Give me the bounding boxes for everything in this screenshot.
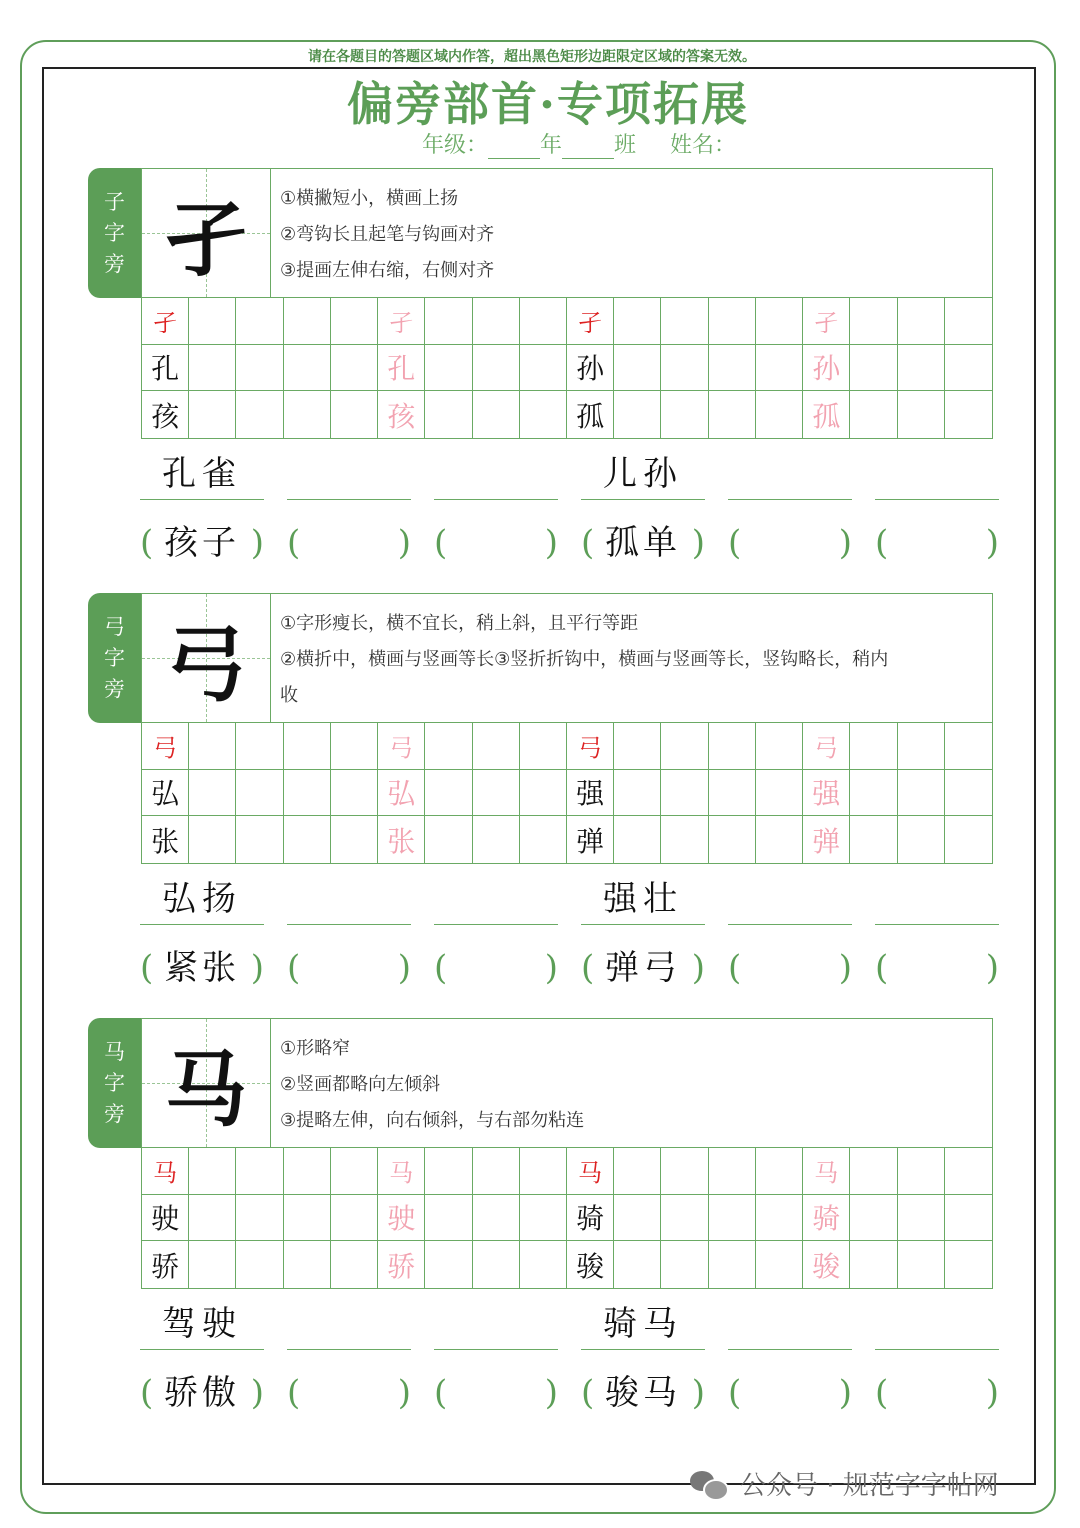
open-paren: ( [287, 523, 301, 563]
practice-cell[interactable] [709, 1195, 756, 1242]
practice-cell[interactable] [473, 770, 520, 817]
practice-cell[interactable] [473, 1195, 520, 1242]
open-paren: ( [140, 948, 154, 988]
practice-cell[interactable] [756, 1148, 803, 1195]
paren-word-slot[interactable] [581, 943, 705, 993]
practice-cell[interactable] [614, 391, 661, 438]
practice-cell[interactable] [189, 1195, 236, 1242]
practice-cell[interactable] [284, 1241, 331, 1288]
model-char-cell: 骑 [803, 1195, 850, 1242]
open-paren: ( [140, 523, 154, 563]
close-paren: ) [691, 948, 705, 988]
practice-cell[interactable] [614, 816, 661, 863]
practice-cell[interactable] [661, 298, 708, 345]
tip-line: 收 [280, 685, 298, 706]
practice-cell[interactable] [709, 723, 756, 770]
word-slot[interactable]: 弘扬 [140, 877, 264, 925]
stroke-tips [270, 168, 993, 298]
tip-line: ②横折中，横画与竖画等长③竖折折钩中，横画与竖画等长，竖钩略长，稍内 [280, 649, 889, 670]
radical-demo-box [141, 593, 271, 723]
practice-cell[interactable] [284, 723, 331, 770]
open-paren: ( [875, 948, 889, 988]
paren-word: 孩子 [164, 523, 240, 563]
practice-cell[interactable] [520, 1148, 567, 1195]
model-char-cell: 驶 [142, 1195, 189, 1242]
practice-cell[interactable] [709, 770, 756, 817]
practice-cell[interactable] [661, 1241, 708, 1288]
practice-cell[interactable] [661, 391, 708, 438]
section-tab-char: 字 [104, 645, 125, 670]
tip-line: ②竖画都略向左倾斜 [280, 1074, 441, 1095]
model-char-cell: 孩 [142, 391, 189, 438]
practice-cell[interactable] [614, 298, 661, 345]
practice-cell[interactable] [425, 391, 472, 438]
section-tab-char: 旁 [104, 1101, 125, 1126]
practice-cell[interactable] [425, 770, 472, 817]
practice-cell[interactable] [756, 345, 803, 392]
practice-cell[interactable] [709, 391, 756, 438]
open-paren: ( [581, 948, 595, 988]
footer-watermark [690, 1465, 999, 1502]
practice-cell[interactable] [331, 345, 378, 392]
section-tab-char: 字 [104, 1070, 125, 1095]
close-paren: ) [985, 948, 999, 988]
practice-cell[interactable] [756, 298, 803, 345]
practice-cell[interactable] [331, 723, 378, 770]
practice-cell[interactable] [898, 298, 945, 345]
paren-word-slot[interactable] [287, 943, 411, 993]
paren-word-slot[interactable] [434, 943, 558, 993]
paren-word: 弹弓 [605, 948, 681, 988]
model-char-cell: 孑 [142, 298, 189, 345]
practice-cell[interactable] [473, 298, 520, 345]
word-slot[interactable] [434, 1302, 558, 1350]
practice-cell[interactable] [850, 298, 897, 345]
practice-cell[interactable] [898, 723, 945, 770]
section-tab [88, 593, 141, 723]
footer-text: 公众号 · 规范字字帖网 [740, 1471, 999, 1501]
open-paren: ( [581, 523, 595, 563]
practice-cell[interactable] [425, 1241, 472, 1288]
model-char-cell: 骏 [803, 1241, 850, 1288]
stroke-tips [270, 593, 993, 723]
practice-cell[interactable] [520, 723, 567, 770]
close-paren: ) [544, 523, 558, 563]
section-tab [88, 1018, 141, 1148]
word-slot[interactable] [875, 1302, 999, 1350]
practice-cell[interactable] [850, 723, 897, 770]
open-paren: ( [287, 1373, 301, 1413]
section-tab-char: 旁 [104, 251, 125, 276]
practice-cell[interactable] [850, 816, 897, 863]
practice-cell[interactable] [284, 770, 331, 817]
model-char-cell: 骄 [142, 1241, 189, 1288]
open-paren: ( [875, 1373, 889, 1413]
practice-cell[interactable] [898, 1148, 945, 1195]
radical-glyph: 孑 [164, 191, 247, 288]
practice-cell[interactable] [331, 1195, 378, 1242]
practice-cell[interactable] [520, 816, 567, 863]
close-paren: ) [250, 1373, 264, 1413]
word-slot[interactable]: 驾驶 [140, 1302, 264, 1350]
close-paren: ) [544, 948, 558, 988]
model-char-cell: 马 [142, 1148, 189, 1195]
practice-cell[interactable] [614, 345, 661, 392]
paren-word-slot[interactable] [140, 1368, 264, 1418]
practice-cell[interactable] [284, 391, 331, 438]
paren-word: 骄傲 [164, 1373, 240, 1413]
paren-word-slot[interactable] [875, 518, 999, 568]
paren-word: 紧张 [164, 948, 240, 988]
word-slot[interactable] [287, 452, 411, 500]
model-char-cell: 马 [567, 1148, 614, 1195]
paren-word-slot[interactable] [287, 518, 411, 568]
practice-cell[interactable] [425, 723, 472, 770]
paren-word-slot[interactable] [728, 1368, 852, 1418]
paren-word-slot[interactable] [875, 1368, 999, 1418]
practice-cell[interactable] [614, 1195, 661, 1242]
practice-cell[interactable] [850, 345, 897, 392]
practice-cell[interactable] [945, 723, 992, 770]
practice-cell[interactable] [284, 298, 331, 345]
paren-word-slot[interactable] [728, 518, 852, 568]
radical-demo-box [141, 1018, 271, 1148]
name-label: 姓名： [670, 133, 737, 158]
practice-cell[interactable] [236, 1148, 283, 1195]
practice-cell[interactable] [189, 391, 236, 438]
section-tab-char: 马 [104, 1039, 125, 1064]
practice-cell[interactable] [189, 723, 236, 770]
practice-cell[interactable] [425, 816, 472, 863]
model-char-cell: 孙 [567, 345, 614, 392]
practice-cell[interactable] [945, 345, 992, 392]
practice-cell[interactable] [898, 391, 945, 438]
practice-cell[interactable] [331, 391, 378, 438]
practice-cell[interactable] [331, 1241, 378, 1288]
practice-cell[interactable] [473, 391, 520, 438]
paren-word-slot[interactable] [434, 1368, 558, 1418]
year-label: 年 [540, 133, 563, 158]
class-label: 班 [614, 133, 637, 158]
model-char-cell: 孤 [567, 391, 614, 438]
radical-glyph: 弓 [164, 616, 247, 713]
practice-cell[interactable] [614, 723, 661, 770]
practice-cell[interactable] [945, 816, 992, 863]
open-paren: ( [728, 1373, 742, 1413]
close-paren: ) [691, 523, 705, 563]
practice-cell[interactable] [709, 816, 756, 863]
model-char-cell: 孑 [378, 298, 425, 345]
word-slot[interactable] [434, 452, 558, 500]
practice-cell[interactable] [189, 345, 236, 392]
practice-cell[interactable] [850, 1148, 897, 1195]
practice-cell[interactable] [520, 391, 567, 438]
practice-cell[interactable] [756, 1195, 803, 1242]
open-paren: ( [287, 948, 301, 988]
practice-cell[interactable] [189, 1241, 236, 1288]
tip-line: ③提略左伸，向右倾斜，与右部勿粘连 [280, 1110, 585, 1131]
practice-cell[interactable] [709, 1241, 756, 1288]
practice-cell[interactable] [898, 770, 945, 817]
practice-cell[interactable] [236, 723, 283, 770]
practice-cell[interactable] [945, 1148, 992, 1195]
section-tab-char: 弓 [104, 614, 125, 639]
close-paren: ) [985, 1373, 999, 1413]
model-char-cell: 孙 [803, 345, 850, 392]
word-slot[interactable] [728, 1302, 852, 1350]
close-paren: ) [397, 948, 411, 988]
paren-word-slot[interactable] [287, 1368, 411, 1418]
section-tab [88, 168, 141, 298]
word-slot[interactable] [434, 877, 558, 925]
practice-cell[interactable] [425, 345, 472, 392]
practice-cell[interactable] [709, 345, 756, 392]
practice-cell[interactable] [236, 816, 283, 863]
practice-cell[interactable] [945, 1195, 992, 1242]
model-char-cell: 马 [378, 1148, 425, 1195]
word-slot[interactable]: 强壮 [581, 877, 705, 925]
practice-cell[interactable] [236, 298, 283, 345]
practice-grid [141, 722, 993, 864]
practice-cell[interactable] [284, 1195, 331, 1242]
practice-cell[interactable] [756, 770, 803, 817]
tip-line: ①字形瘦长，横不宜长，稍上斜，且平行等距 [280, 613, 639, 634]
practice-cell[interactable] [284, 345, 331, 392]
model-char-cell: 弓 [378, 723, 425, 770]
model-char-cell: 弘 [378, 770, 425, 817]
practice-cell[interactable] [189, 816, 236, 863]
practice-cell[interactable] [898, 345, 945, 392]
model-char-cell: 弓 [803, 723, 850, 770]
close-paren: ) [397, 1373, 411, 1413]
wechat-icon [690, 1469, 728, 1499]
practice-cell[interactable] [850, 391, 897, 438]
paren-word-slot[interactable] [581, 1368, 705, 1418]
practice-grid [141, 1147, 993, 1289]
year-blank[interactable] [488, 140, 540, 159]
model-char-cell: 孑 [803, 298, 850, 345]
model-char-cell: 驶 [378, 1195, 425, 1242]
practice-cell[interactable] [473, 345, 520, 392]
section-tab-char: 字 [104, 220, 125, 245]
model-char-cell: 孔 [142, 345, 189, 392]
practice-cell[interactable] [284, 1148, 331, 1195]
practice-cell[interactable] [520, 345, 567, 392]
practice-cell[interactable] [661, 816, 708, 863]
open-paren: ( [434, 948, 448, 988]
practice-cell[interactable] [331, 770, 378, 817]
student-info [422, 128, 736, 159]
practice-cell[interactable] [284, 816, 331, 863]
close-paren: ) [838, 1373, 852, 1413]
close-paren: ) [838, 948, 852, 988]
paren-word-slot[interactable] [434, 518, 558, 568]
word-slot[interactable]: 儿孙 [581, 452, 705, 500]
tip-line: ①形略窄 [280, 1038, 351, 1059]
open-paren: ( [434, 523, 448, 563]
word-slot[interactable] [728, 877, 852, 925]
open-paren: ( [581, 1373, 595, 1413]
section-tab-char: 子 [104, 189, 125, 214]
practice-cell[interactable] [236, 1195, 283, 1242]
model-char-cell: 孤 [803, 391, 850, 438]
practice-cell[interactable] [614, 1148, 661, 1195]
practice-cell[interactable] [850, 1241, 897, 1288]
open-paren: ( [728, 523, 742, 563]
close-paren: ) [250, 948, 264, 988]
practice-cell[interactable] [189, 1148, 236, 1195]
practice-cell[interactable] [473, 816, 520, 863]
grade-label: 年级： [422, 133, 489, 158]
practice-cell[interactable] [756, 391, 803, 438]
radical-demo-box [141, 168, 271, 298]
practice-cell[interactable] [189, 770, 236, 817]
radical-glyph: 马 [164, 1041, 247, 1138]
class-blank[interactable] [562, 140, 614, 159]
practice-cell[interactable] [614, 1241, 661, 1288]
practice-cell[interactable] [945, 298, 992, 345]
practice-cell[interactable] [850, 770, 897, 817]
practice-cell[interactable] [473, 1148, 520, 1195]
word-slot[interactable]: 骑马 [581, 1302, 705, 1350]
practice-cell[interactable] [520, 1241, 567, 1288]
word-slot[interactable] [875, 877, 999, 925]
practice-cell[interactable] [898, 1195, 945, 1242]
practice-cell[interactable] [661, 1195, 708, 1242]
model-char-cell: 弘 [142, 770, 189, 817]
word-slot[interactable] [875, 452, 999, 500]
practice-cell[interactable] [425, 1148, 472, 1195]
model-char-cell: 孩 [378, 391, 425, 438]
practice-grid [141, 297, 993, 439]
close-paren: ) [691, 1373, 705, 1413]
open-paren: ( [434, 1373, 448, 1413]
model-char-cell: 骄 [378, 1241, 425, 1288]
practice-cell[interactable] [236, 345, 283, 392]
practice-cell[interactable] [189, 298, 236, 345]
practice-cell[interactable] [945, 391, 992, 438]
model-char-cell: 强 [803, 770, 850, 817]
paren-word-slot[interactable] [140, 943, 264, 993]
model-char-cell: 孔 [378, 345, 425, 392]
practice-cell[interactable] [661, 770, 708, 817]
model-char-cell: 弹 [803, 816, 850, 863]
paren-word: 骏马 [605, 1373, 681, 1413]
paren-word-slot[interactable] [581, 518, 705, 568]
word-slot[interactable] [728, 452, 852, 500]
practice-cell[interactable] [425, 298, 472, 345]
tip-line: ①横撇短小，横画上扬 [280, 188, 459, 209]
practice-cell[interactable] [709, 298, 756, 345]
notice-text: 请在各题目的答题区域内作答，超出黑色矩形边距限定区域的答案无效。 [308, 49, 756, 65]
practice-cell[interactable] [945, 770, 992, 817]
model-char-cell: 弹 [567, 816, 614, 863]
open-paren: ( [875, 523, 889, 563]
close-paren: ) [838, 523, 852, 563]
close-paren: ) [250, 523, 264, 563]
practice-cell[interactable] [236, 770, 283, 817]
paren-word: 孤单 [605, 523, 681, 563]
model-char-cell: 马 [803, 1148, 850, 1195]
practice-cell[interactable] [850, 1195, 897, 1242]
page-title: 偏旁部首·专项拓展 [346, 77, 749, 131]
practice-cell[interactable] [661, 723, 708, 770]
practice-cell[interactable] [661, 345, 708, 392]
practice-cell[interactable] [898, 1241, 945, 1288]
stroke-tips [270, 1018, 993, 1148]
word-slot[interactable]: 孔雀 [140, 452, 264, 500]
practice-cell[interactable] [756, 1241, 803, 1288]
model-char-cell: 孑 [567, 298, 614, 345]
practice-cell[interactable] [709, 1148, 756, 1195]
practice-cell[interactable] [425, 1195, 472, 1242]
section-tab-char: 旁 [104, 676, 125, 701]
word-slot[interactable] [287, 877, 411, 925]
practice-cell[interactable] [520, 770, 567, 817]
paren-word-slot[interactable] [728, 943, 852, 993]
practice-cell[interactable] [331, 1148, 378, 1195]
tip-line: ③提画左伸右缩，右侧对齐 [280, 260, 495, 281]
model-char-cell: 骏 [567, 1241, 614, 1288]
practice-cell[interactable] [756, 816, 803, 863]
model-char-cell: 弓 [567, 723, 614, 770]
open-paren: ( [140, 1373, 154, 1413]
practice-cell[interactable] [236, 1241, 283, 1288]
practice-cell[interactable] [473, 1241, 520, 1288]
practice-cell[interactable] [945, 1241, 992, 1288]
tip-line: ②弯钩长且起笔与钩画对齐 [280, 224, 495, 245]
practice-cell[interactable] [236, 391, 283, 438]
practice-cell[interactable] [661, 1148, 708, 1195]
word-slot[interactable] [287, 1302, 411, 1350]
model-char-cell: 骑 [567, 1195, 614, 1242]
practice-cell[interactable] [520, 298, 567, 345]
paren-word-slot[interactable] [875, 943, 999, 993]
practice-cell[interactable] [756, 723, 803, 770]
close-paren: ) [544, 1373, 558, 1413]
model-char-cell: 强 [567, 770, 614, 817]
practice-cell[interactable] [520, 1195, 567, 1242]
paren-word-slot[interactable] [140, 518, 264, 568]
model-char-cell: 张 [142, 816, 189, 863]
model-char-cell: 张 [378, 816, 425, 863]
close-paren: ) [397, 523, 411, 563]
practice-cell[interactable] [614, 770, 661, 817]
practice-cell[interactable] [331, 816, 378, 863]
practice-cell[interactable] [473, 723, 520, 770]
close-paren: ) [985, 523, 999, 563]
practice-cell[interactable] [331, 298, 378, 345]
open-paren: ( [728, 948, 742, 988]
model-char-cell: 弓 [142, 723, 189, 770]
practice-cell[interactable] [898, 816, 945, 863]
